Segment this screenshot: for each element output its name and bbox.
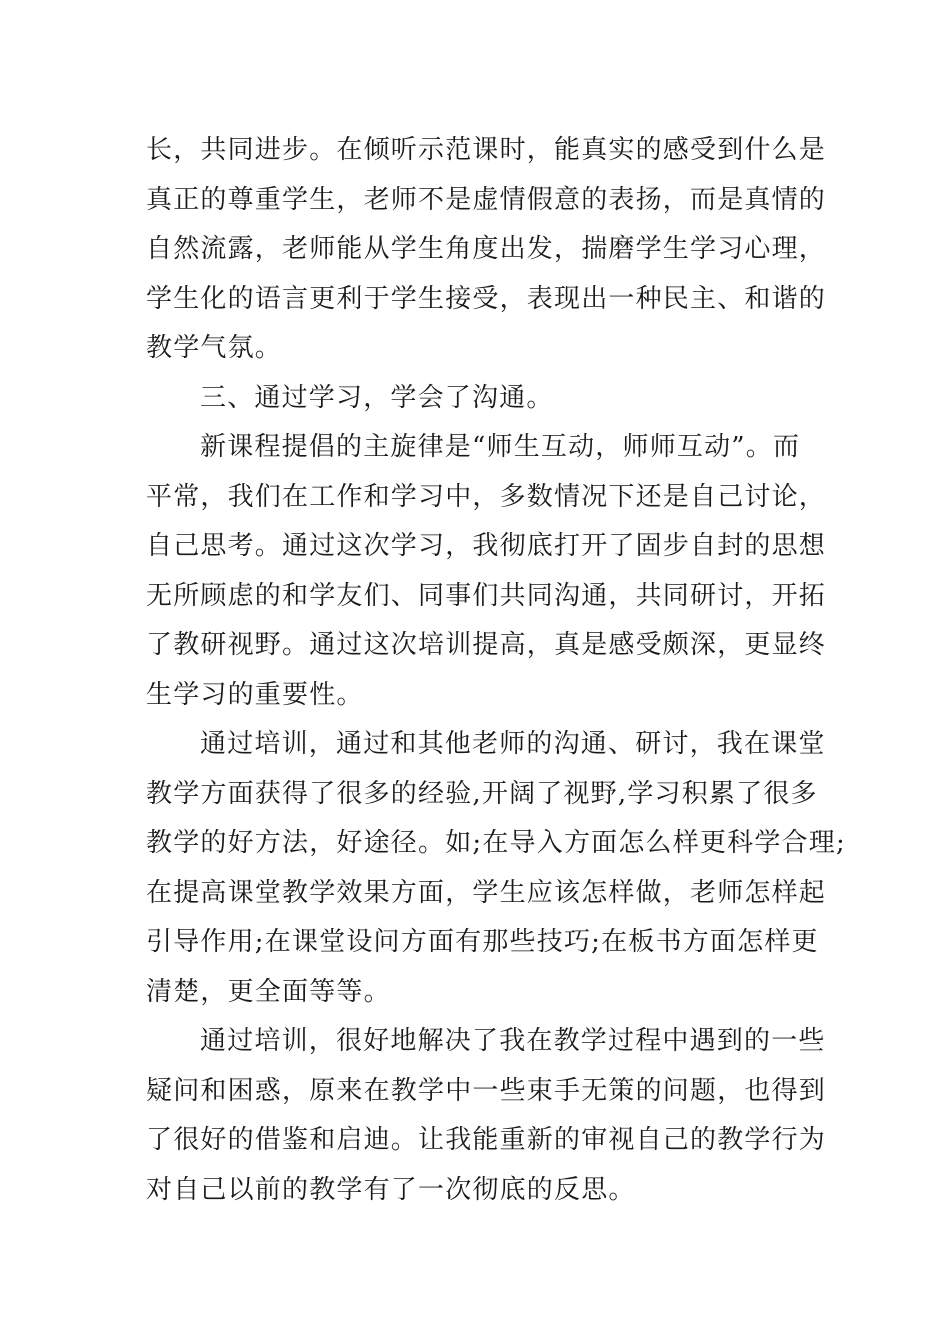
text-line: 了教研视野。通过这次培训提高，真是感受颇深，更显终 [146,630,827,660]
text-line: 自然流露，老师能从学生角度出发，揣磨学生学习心理， [146,234,827,264]
text-line: 教学的好方法，好途径。如;在导入方面怎么样更科学合理; [146,828,846,858]
text-line: 了很好的借鉴和启迪。让我能重新的审视自己的教学行为 [146,1125,827,1155]
text-line: 平常，我们在工作和学习中，多数情况下还是自己讨论， [146,481,827,512]
text-line: 疑问和困惑，原来在教学中一些束手无策的问题，也得到 [146,1075,827,1106]
text-line: 无所顾虑的和学友们、同事们共同沟通，共同研讨，开拓 [146,580,827,611]
text-line: 生学习的重要性。 [146,679,364,710]
text-line: 清楚，更全面等等。 [146,976,391,1007]
text-line: 自己思考。通过这次学习，我彻底打开了固步自封的思想 [146,531,827,561]
text-line: 教学气氛。 [146,333,283,363]
text-line: 对自己以前的教学有了一次彻底的反思。 [146,1174,636,1205]
text-line: 引导作用;在课堂设问方面有那些技巧;在板书方面怎样更 [146,927,819,957]
text-line: 在提高课堂教学效果方面，学生应该怎样做，老师怎样起 [146,877,827,908]
text-line: 学生化的语言更利于学生接受，表现出一种民主、和谐的 [146,283,827,314]
text-line: 教学方面获得了很多的经验,开阔了视野,学习积累了很多 [146,778,818,809]
paragraph-start-line: 通过培训，很好地解决了我在教学过程中遇到的一些 [200,1026,826,1056]
text-line: 长，共同进步。在倾听示范课时，能真实的感受到什么是 [146,135,827,165]
document-body [146,126,846,1215]
paragraph-start-line: 新课程提倡的主旋律是“师生互动，师师互动”。而 [200,432,801,462]
paragraph-start-line: 通过培训，通过和其他老师的沟通、研讨，我在课堂 [200,729,826,759]
section-heading: 三、通过学习，学会了沟通。 [200,382,554,413]
text-line: 真正的尊重学生，老师不是虚情假意的表扬，而是真情的 [146,184,827,215]
